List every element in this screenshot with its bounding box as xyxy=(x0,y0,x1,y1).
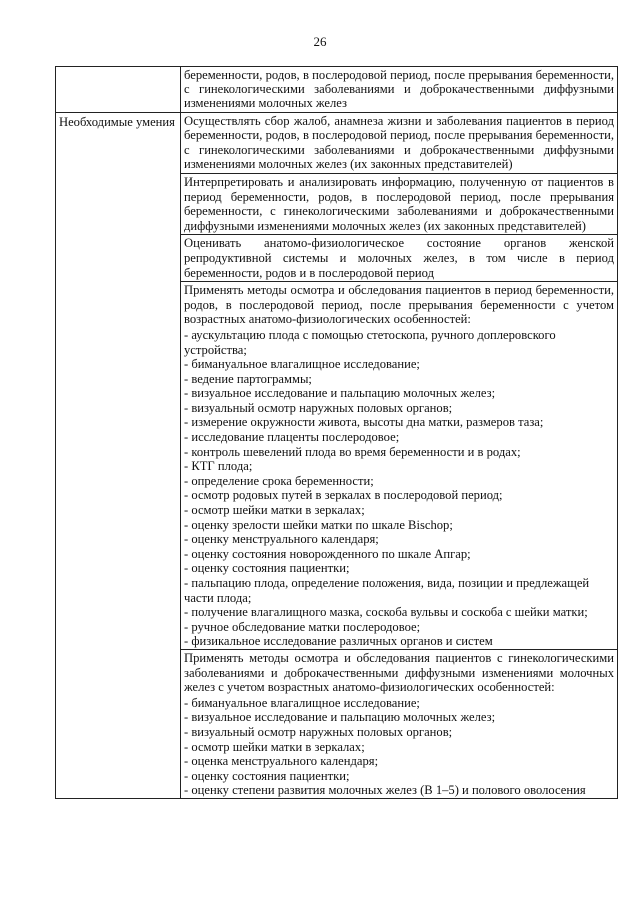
list-item: - физикальное исследование различных органов и систем xyxy=(184,634,493,649)
row-text: Оценивать анатомо-физиологическое состояние органов женской репродуктивной системы и молочных желез, в том числе в период беременности, родов и в послеродовой период xyxy=(184,236,614,280)
list-item: - ведение партограммы; xyxy=(184,371,312,386)
competency-table xyxy=(55,66,618,799)
list-item: - аускультацию плода с помощью стетоскопа, ручного доплеровского устройства; xyxy=(184,327,556,357)
list-item: - осмотр шейки матки в зеркалах; xyxy=(184,503,365,518)
left-cell-empty xyxy=(56,67,181,113)
list-item: - определение срока беременности; xyxy=(184,473,374,488)
skills-label: Необходимые умения xyxy=(59,114,175,129)
list-item: - оценку состояния пациентки; xyxy=(184,768,350,783)
list-item: - визуальное исследование и пальпацию молочных желез; xyxy=(184,386,496,401)
table-row xyxy=(56,67,618,113)
right-cell xyxy=(181,282,618,650)
list-item: - бимануальное влагалищное исследование; xyxy=(184,695,420,710)
list-item: - осмотр шейки матки в зеркалах; xyxy=(184,739,365,754)
list-item: - оценка менструального календаря; xyxy=(184,754,379,769)
skills-label-cell xyxy=(56,112,181,798)
list-item: - осмотр родовых путей в зеркалах в послеродовой период; xyxy=(184,488,503,503)
list-item: - визуальное исследование и пальпацию молочных желез; xyxy=(184,710,496,725)
right-cell xyxy=(181,173,618,234)
list-item: - исследование плаценты послеродовое; xyxy=(184,430,400,445)
exam-list-gynecology xyxy=(184,696,614,798)
list-item: - получение влагалищного мазка, соскоба вульвы и соскоба с шейки матки; xyxy=(184,605,588,620)
row-text: беременности, родов, в послеродовой период, после прерывания беременности, с гинекологическими заболеваниями и доброкачественными диффузными изменениями молочных желез xyxy=(184,68,614,111)
list-item: - оценку степени развития молочных желез (В 1–5) и полового оволосения xyxy=(184,783,586,798)
list-item: - визуальный осмотр наружных половых органов; xyxy=(184,724,453,739)
list-item: - оценку зрелости шейки матки по шкале Bischop; xyxy=(184,517,453,532)
table-row xyxy=(56,112,618,173)
list-item: - визуальный осмотр наружных половых органов; xyxy=(184,400,453,415)
list-item: - оценку менструального календаря; xyxy=(184,532,379,547)
right-cell xyxy=(181,235,618,282)
page-number: 26 xyxy=(313,34,327,49)
row-intro: Применять методы осмотра и обследования пациентов с гинекологическими заболеваниями и доброкачественными диффузными изменениями молочных желез с учетом возрастных анатомо-физиологических особенностей: xyxy=(184,650,614,695)
row-intro: Применять методы осмотра и обследования пациентов в период беременности, родов, в послеродовой период, после прерывания беременности с учетом возрастных анатомо-физиологических особенностей: xyxy=(184,283,614,327)
list-item: - КТГ плода; xyxy=(184,459,253,474)
right-cell xyxy=(181,649,618,798)
list-item: - оценку состояния новорожденного по шкале Апгар; xyxy=(184,546,471,561)
list-item: - измерение окружности живота, высоты дна матки, размеров таза; xyxy=(184,415,544,430)
row-text: Интерпретировать и анализировать информацию, полученную от пациентов в период беременности, родов, в послеродовой период, после прерывания беременности, с гинекологическими заболеваниями и доброкачественными диффузными изменениями молочных желез (их законных представителей) xyxy=(184,174,614,233)
right-cell xyxy=(181,112,618,173)
list-item: - ручное обследование матки послеродовое; xyxy=(184,619,421,634)
list-item: - оценку состояния пациентки; xyxy=(184,561,350,576)
list-item: - пальпацию плода, определение положения, вида, позиции и предлежащей части плода; xyxy=(184,576,590,605)
list-item: - контроль шевелений плода во время беременности и в родах; xyxy=(184,444,521,459)
list-item: - бимануальное влагалищное исследование; xyxy=(184,357,420,372)
row-text: Осуществлять сбор жалоб, анамнеза жизни и заболевания пациентов в период беременности, родов, в послеродовой период, после прерывания беременности, с гинекологическими заболеваниями и доброкачественными диффузными изменениями молочных желез (их законных представителей) xyxy=(184,113,614,172)
exam-list-pregnancy xyxy=(184,328,614,649)
right-cell xyxy=(181,67,618,113)
